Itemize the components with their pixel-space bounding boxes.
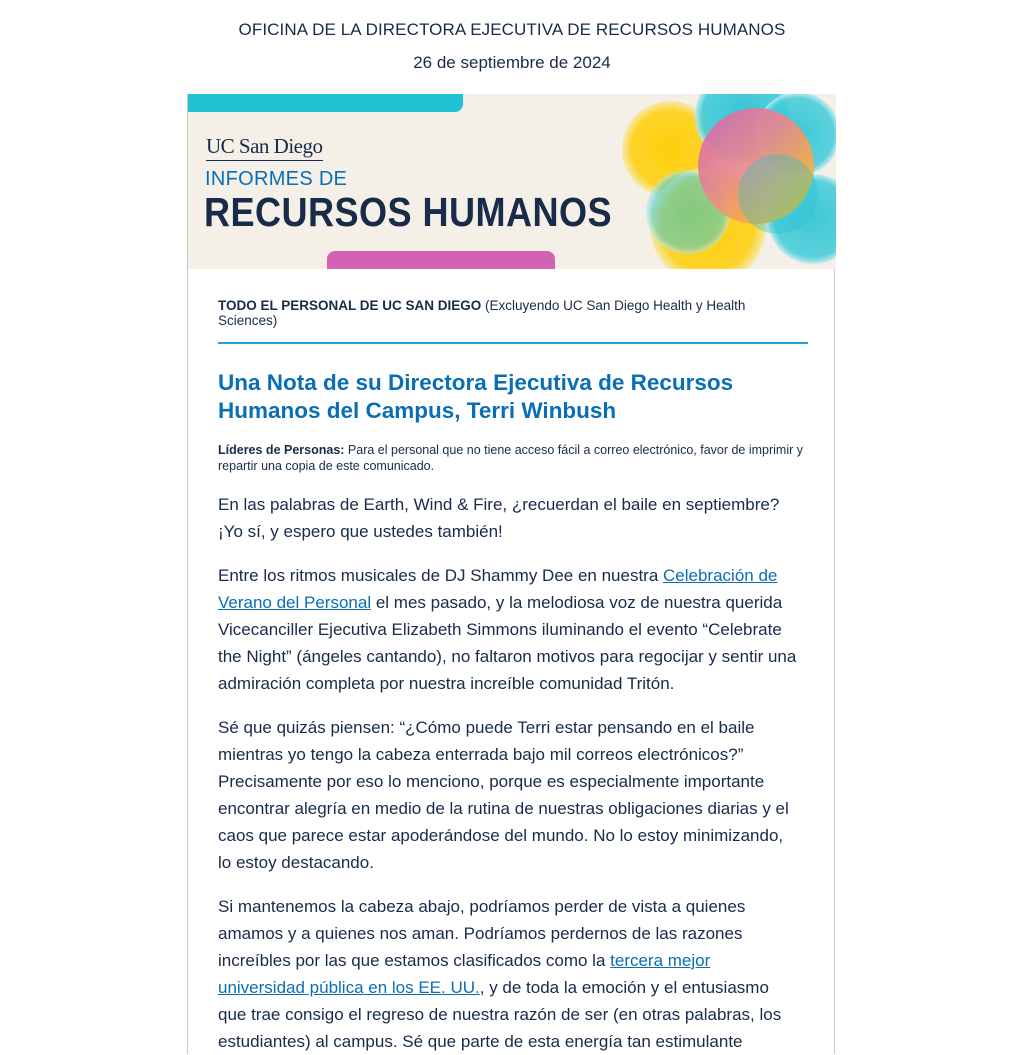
university-ranking-link[interactable]: tercera mejor universidad pública en los EE. UU. <box>218 951 711 997</box>
banner-subtitle: INFORMES DE <box>205 168 348 190</box>
banner <box>188 94 836 269</box>
summer-celebration-link[interactable]: Celebración de Verano del Personal <box>218 566 778 612</box>
paragraph-2-text-a: Entre los ritmos musicales de DJ Shammy Dee en nuestra <box>218 566 664 585</box>
email-content <box>218 269 808 1055</box>
leaders-note <box>218 442 808 474</box>
header-office: OFICINA DE LA DIRECTORA EJECUTIVA DE RECURSOS HUMANOS <box>238 20 786 39</box>
banner-title: RECURSOS HUMANOS <box>204 189 612 235</box>
banner-cyan-bar <box>188 94 463 112</box>
audience-bold: TODO EL PERSONAL DE UC SAN DIEGO <box>218 298 482 313</box>
leaders-label: Líderes de Personas: <box>218 443 345 457</box>
banner-pink-bar <box>327 251 555 269</box>
paragraph-2 <box>218 562 798 697</box>
paragraph-4 <box>218 893 798 1055</box>
paragraph-4-text-a: Si mantenemos la cabeza abajo, podríamos perder de vista a quienes amamos y a quienes nos aman. Podríamos perdernos de las razones increíbles por las que estamos clasificados como la <box>218 897 746 970</box>
uc-san-diego-logo: UC San Diego <box>206 134 323 161</box>
audience-line <box>218 298 808 344</box>
email-card <box>187 94 835 1054</box>
paragraph-3: Sé que quizás piensen: “¿Cómo puede Terri estar pensando en el baile mientras yo tengo la cabeza enterrada bajo mil correos electrónicos?” Precisamente por eso lo menciono, porque es especialmente importante encontrar alegría en medio de la rutina de nuestras obligaciones diarias y el caos que parece estar apoderándose del mundo. No lo estoy minimizando, lo estoy destacando. <box>218 718 789 872</box>
header-date: 26 de septiembre de 2024 <box>413 53 611 72</box>
leaders-text: Para el personal que no tiene acceso fácil a correo electrónico, favor de imprimir y repartir una copia de este comunicado. <box>218 443 804 473</box>
paragraph-2-text-b: el mes pasado, y la melodiosa voz de nuestra querida Vicecanciller Ejecutiva Elizabeth Simmons iluminando el evento “Celebrate the Night” (ángeles cantando), no faltaron motivos para regocijar y sentir una admiración completa por nuestra increíble comunidad Tritón. <box>218 593 797 693</box>
paragraph-4-text-b: , y de toda la emoción y el entusiasmo que trae consigo el regreso de nuestra razón de ser (en otras palabras, los estudiantes) al campus. Sé que parte de esta energía tan estimulante <box>218 978 782 1051</box>
paragraph-1: En las palabras de Earth, Wind & Fire, ¿recuerdan el baile en septiembre? ¡Yo sí, y espero que ustedes también! <box>218 495 780 541</box>
decorative-circles-graphic <box>608 94 836 269</box>
note-title: Una Nota de su Directora Ejecutiva de Recursos Humanos del Campus, Terri Winbush <box>218 370 734 423</box>
audience-rest: (Excluyendo UC San Diego Health y Health Sciences) <box>218 298 746 328</box>
